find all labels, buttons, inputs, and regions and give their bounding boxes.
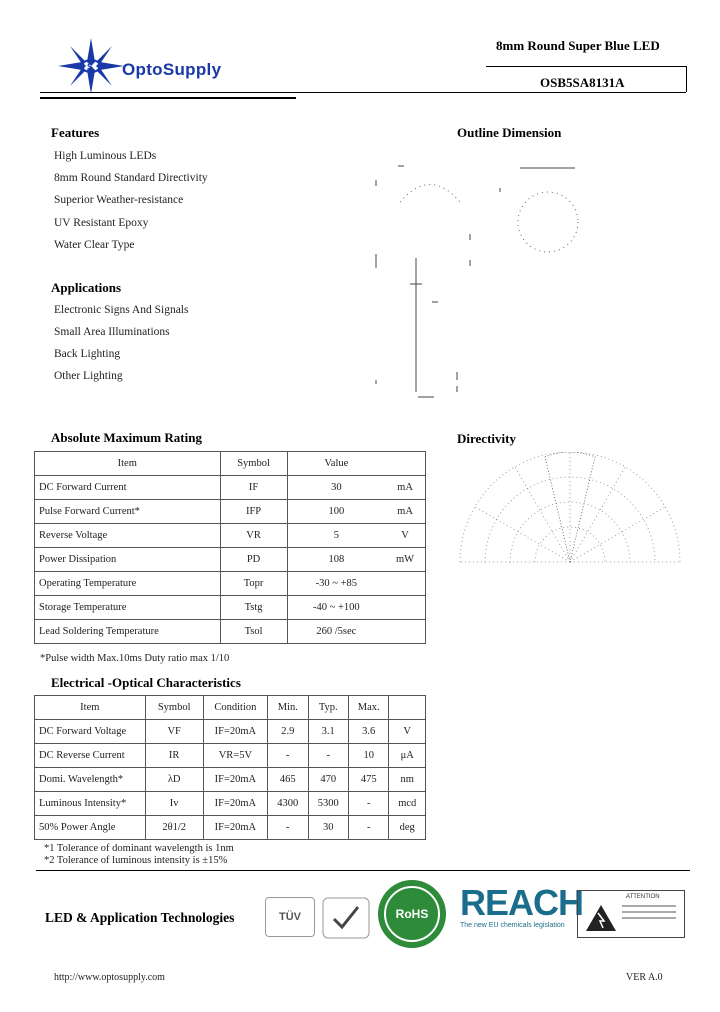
header-rule-bold bbox=[40, 97, 296, 99]
cell bbox=[385, 620, 425, 644]
table-row bbox=[35, 720, 426, 744]
part-number: OSB5SA8131A bbox=[540, 75, 625, 90]
table-row bbox=[35, 816, 426, 840]
header-hline-top bbox=[486, 66, 686, 67]
cell: μA bbox=[389, 744, 426, 768]
column-header: Symbol bbox=[220, 452, 287, 476]
table-header-row bbox=[35, 452, 426, 476]
eo-table bbox=[34, 695, 426, 840]
table-row bbox=[35, 476, 426, 500]
cell: Power Dissipation bbox=[35, 548, 221, 572]
logo bbox=[56, 36, 286, 96]
cell: V bbox=[389, 720, 426, 744]
checkmark-badge-icon bbox=[322, 897, 370, 939]
table-row bbox=[35, 792, 426, 816]
cell: DC Forward Voltage bbox=[35, 720, 146, 744]
cell: IF=20mA bbox=[203, 768, 267, 792]
cell: 30 bbox=[308, 816, 348, 840]
table-row bbox=[35, 500, 426, 524]
cell: Iv bbox=[145, 792, 203, 816]
cell: 5300 bbox=[308, 792, 348, 816]
attention-label: ATTENTION bbox=[626, 894, 660, 900]
cell: mA bbox=[385, 500, 425, 524]
outline-heading: Outline Dimension bbox=[457, 125, 562, 140]
cell: Lead Soldering Temperature bbox=[35, 620, 221, 644]
cell: DC Forward Current bbox=[35, 476, 221, 500]
table-row bbox=[35, 572, 426, 596]
cell: VR=5V bbox=[203, 744, 267, 768]
cell: 108 bbox=[287, 548, 385, 572]
abs-max-note: *Pulse width Max.10ms Duty ratio max 1/10 bbox=[40, 653, 230, 664]
cell: -30 ~ +85 bbox=[287, 572, 385, 596]
cell: deg bbox=[389, 816, 426, 840]
cell: 4300 bbox=[268, 792, 308, 816]
column-header: Condition bbox=[203, 696, 267, 720]
cell: IF=20mA bbox=[203, 792, 267, 816]
features-item: Water Clear Type bbox=[54, 239, 135, 251]
table-row bbox=[35, 768, 426, 792]
cell: VF bbox=[145, 720, 203, 744]
cell: IF=20mA bbox=[203, 720, 267, 744]
rohs-label: RoHS bbox=[395, 907, 429, 921]
table-row bbox=[35, 524, 426, 548]
features-item: 8mm Round Standard Directivity bbox=[54, 172, 208, 184]
cell: - bbox=[268, 816, 308, 840]
cell: Tsol bbox=[220, 620, 287, 644]
tuv-certification-badge: TÜV bbox=[265, 897, 315, 937]
footer-version: VER A.0 bbox=[626, 972, 663, 983]
cell: 10 bbox=[348, 744, 389, 768]
column-header: Symbol bbox=[145, 696, 203, 720]
cell: IF bbox=[220, 476, 287, 500]
header-vline bbox=[686, 66, 687, 92]
svg-text:S: S bbox=[87, 62, 94, 72]
column-header: Value bbox=[287, 452, 385, 476]
cell: 2.9 bbox=[268, 720, 308, 744]
cell: 5 bbox=[287, 524, 385, 548]
reach-label: REACH bbox=[460, 882, 584, 923]
table-row bbox=[35, 596, 426, 620]
footer-tagline: LED & Application Technologies bbox=[45, 910, 235, 925]
applications-item: Small Area Illuminations bbox=[54, 326, 170, 338]
cell: - bbox=[348, 816, 389, 840]
cell: IFP bbox=[220, 500, 287, 524]
cell: 260 /5sec bbox=[287, 620, 385, 644]
features-heading: Features bbox=[51, 125, 100, 140]
column-header bbox=[389, 696, 426, 720]
reach-badge bbox=[460, 882, 584, 936]
applications-item: Other Lighting bbox=[54, 370, 123, 382]
rohs-badge bbox=[378, 880, 446, 948]
cell: 2θ1/2 bbox=[145, 816, 203, 840]
column-header: Max. bbox=[348, 696, 389, 720]
header-rule bbox=[40, 92, 686, 93]
applications-item: Back Lighting bbox=[54, 348, 121, 360]
cell: Reverse Voltage bbox=[35, 524, 221, 548]
abs-max-heading: Absolute Maximum Rating bbox=[51, 430, 202, 445]
directivity-heading: Directivity bbox=[457, 431, 516, 446]
cell: λD bbox=[145, 768, 203, 792]
features-item: UV Resistant Epoxy bbox=[54, 217, 149, 229]
cell: mA bbox=[385, 476, 425, 500]
cell: Storage Temperature bbox=[35, 596, 221, 620]
features-item: High Luminous LEDs bbox=[54, 150, 157, 162]
eo-heading: Electrical -Optical Characteristics bbox=[51, 675, 241, 690]
cell: - bbox=[268, 744, 308, 768]
cell: VR bbox=[220, 524, 287, 548]
eo-note: *2 Tolerance of luminous intensity is ±15% bbox=[44, 855, 228, 866]
cell: -40 ~ +100 bbox=[287, 596, 385, 620]
star-logo-icon bbox=[56, 36, 126, 96]
cell: Pulse Forward Current* bbox=[35, 500, 221, 524]
directivity-chart bbox=[450, 452, 690, 572]
cell: Topr bbox=[220, 572, 287, 596]
cell: 100 bbox=[287, 500, 385, 524]
cell bbox=[385, 572, 425, 596]
eo-note: *1 Tolerance of dominant wavelength is 1nm bbox=[44, 843, 234, 854]
cell: 3.6 bbox=[348, 720, 389, 744]
reach-subtitle: The new EU chemicals legislation bbox=[460, 922, 565, 929]
outline-dimension-drawing bbox=[360, 152, 620, 402]
column-header: Item bbox=[35, 696, 146, 720]
table-row bbox=[35, 744, 426, 768]
cell: 50% Power Angle bbox=[35, 816, 146, 840]
cell: 470 bbox=[308, 768, 348, 792]
cell: IR bbox=[145, 744, 203, 768]
column-header bbox=[385, 452, 425, 476]
table-row bbox=[35, 548, 426, 572]
product-title: 8mm Round Super Blue LED bbox=[496, 38, 660, 53]
column-header: Min. bbox=[268, 696, 308, 720]
column-header: Item bbox=[35, 452, 221, 476]
table-row bbox=[35, 620, 426, 644]
cell: - bbox=[308, 744, 348, 768]
cell: V bbox=[385, 524, 425, 548]
cell: mcd bbox=[389, 792, 426, 816]
cell: - bbox=[348, 792, 389, 816]
cell: Domi. Wavelength* bbox=[35, 768, 146, 792]
cell: 30 bbox=[287, 476, 385, 500]
cell: PD bbox=[220, 548, 287, 572]
footer-url-link[interactable]: http://www.optosupply.com bbox=[54, 972, 165, 983]
esd-warning-icon bbox=[584, 903, 618, 933]
esd-attention-badge bbox=[577, 890, 685, 938]
cell: IF=20mA bbox=[203, 816, 267, 840]
cell bbox=[385, 596, 425, 620]
cell: 475 bbox=[348, 768, 389, 792]
table-header-row bbox=[35, 696, 426, 720]
cell: Operating Temperature bbox=[35, 572, 221, 596]
applications-heading: Applications bbox=[51, 280, 122, 295]
abs-max-table bbox=[34, 451, 426, 644]
cell: Luminous Intensity* bbox=[35, 792, 146, 816]
cell: Tstg bbox=[220, 596, 287, 620]
brand-name: OptoSupply bbox=[122, 60, 222, 79]
footer-rule bbox=[36, 870, 690, 871]
applications-item: Electronic Signs And Signals bbox=[54, 304, 189, 316]
cell: 3.1 bbox=[308, 720, 348, 744]
cell: mW bbox=[385, 548, 425, 572]
features-item: Superior Weather-resistance bbox=[54, 194, 184, 206]
column-header: Typ. bbox=[308, 696, 348, 720]
cell: 465 bbox=[268, 768, 308, 792]
cell: nm bbox=[389, 768, 426, 792]
cell: DC Reverse Current bbox=[35, 744, 146, 768]
